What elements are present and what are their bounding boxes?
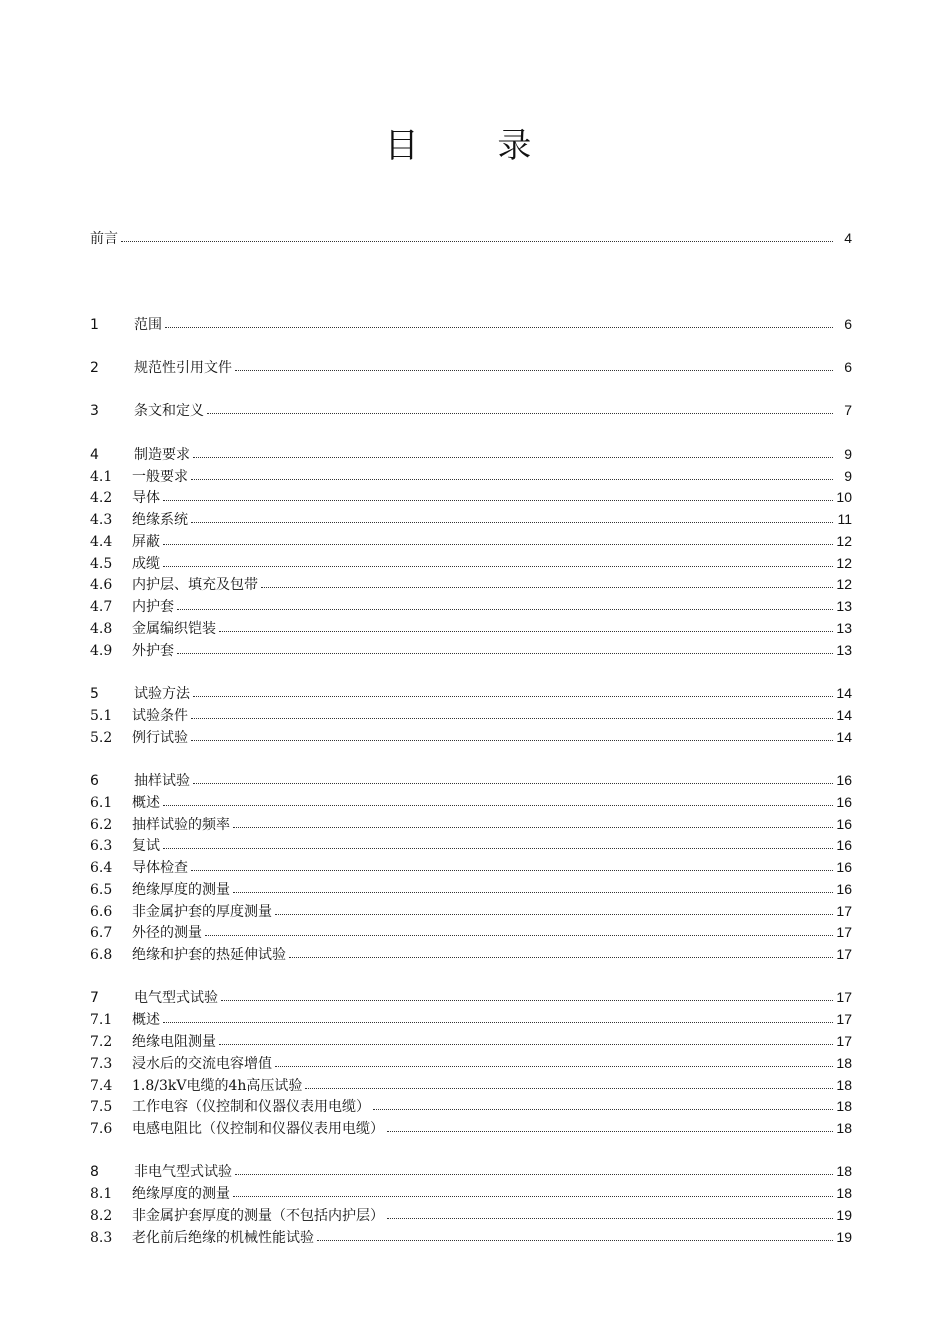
toc-entry-number: 7.2	[90, 1034, 113, 1050]
toc-entry[interactable]	[90, 770, 852, 790]
toc-entry-number: 6.2	[90, 817, 113, 833]
toc-entry-page-number: 16	[836, 837, 852, 853]
toc-entry-page-number: 7	[844, 402, 852, 418]
toc-entry-label: 外径的测量	[132, 925, 202, 941]
toc-entry-page-number: 18	[836, 1055, 852, 1071]
toc-entry[interactable]	[90, 596, 852, 616]
dot-leader	[121, 232, 833, 242]
toc-entry-number: 7.5	[90, 1099, 113, 1115]
toc-entry-number: 4.9	[90, 643, 113, 659]
toc-entry[interactable]	[90, 1096, 852, 1116]
toc-entry-number: 6.5	[90, 882, 113, 898]
toc-entry[interactable]	[90, 487, 852, 507]
toc-entry[interactable]	[90, 705, 852, 725]
toc-entry-page-number: 17	[836, 924, 852, 940]
toc-entry-page-number: 18	[836, 1163, 852, 1179]
toc-entry[interactable]	[90, 466, 852, 486]
toc-entry[interactable]	[90, 1161, 852, 1181]
toc-entry-number: 3	[90, 403, 99, 419]
dot-leader	[191, 861, 833, 871]
toc-entry[interactable]	[90, 574, 852, 594]
toc-entry-number: 4.7	[90, 599, 113, 615]
toc-entry[interactable]	[90, 814, 852, 834]
toc-entry[interactable]	[90, 879, 852, 899]
dot-leader	[205, 926, 833, 936]
toc-entry[interactable]	[90, 835, 852, 855]
toc-entry-number: 6.3	[90, 838, 113, 854]
toc-entry[interactable]	[90, 792, 852, 812]
toc-entry[interactable]	[90, 683, 852, 703]
toc-entry[interactable]	[90, 531, 852, 551]
dot-leader	[191, 731, 833, 741]
toc-entry-label: 概述	[132, 1012, 160, 1028]
toc-entry[interactable]	[90, 857, 852, 877]
dot-leader	[233, 883, 833, 893]
dot-leader	[317, 1231, 833, 1241]
page-title: 目 录	[384, 126, 566, 166]
toc-entry-page-number: 19	[836, 1229, 852, 1245]
toc-entry-page-number: 12	[836, 533, 852, 549]
toc-entry[interactable]	[90, 987, 852, 1007]
toc-entry-number: 7.4	[90, 1078, 113, 1094]
toc-entry-number: 6.7	[90, 925, 113, 941]
dot-leader	[193, 687, 833, 697]
toc-entry[interactable]	[90, 1009, 852, 1029]
toc-entry-label: 外护套	[132, 643, 174, 659]
toc-entry-label: 内护套	[132, 599, 174, 615]
toc-entry-number: 8.1	[90, 1186, 113, 1202]
toc-entry-label: 试验方法	[134, 686, 190, 702]
toc-entry-label: 绝缘系统	[132, 512, 188, 528]
toc-entry-label: 电感电阻比（仪控制和仪器仪表用电缆）	[132, 1121, 384, 1137]
toc-entry-page-number: 6	[844, 316, 852, 332]
toc-entry-page-number: 16	[836, 794, 852, 810]
toc-entry-page-number: 16	[836, 881, 852, 897]
toc-entry-label: 前言	[90, 231, 118, 247]
toc-entry-label: 试验条件	[132, 708, 188, 724]
toc-entry-number: 5.2	[90, 730, 113, 746]
dot-leader	[387, 1209, 833, 1219]
toc-entry-page-number: 16	[836, 772, 852, 788]
dot-leader	[275, 905, 833, 915]
toc-entry-label: 绝缘和护套的热延伸试验	[132, 947, 286, 963]
dot-leader	[191, 470, 833, 480]
toc-entry-number: 4.2	[90, 490, 113, 506]
toc-entry-page-number: 6	[844, 359, 852, 375]
toc-entry-label: 绝缘电阻测量	[132, 1034, 216, 1050]
toc-entry-page-number: 18	[836, 1098, 852, 1114]
toc-entry-label: 1.8/3kV电缆的4h高压试验	[132, 1078, 303, 1094]
toc-entry-label: 金属编织铠装	[132, 621, 216, 637]
toc-entry[interactable]	[90, 444, 852, 464]
dot-leader	[177, 644, 833, 654]
toc-entry-number: 4	[90, 447, 99, 463]
toc-entry-page-number: 17	[836, 1011, 852, 1027]
dot-leader	[163, 557, 833, 567]
toc-entry-number: 4.5	[90, 556, 113, 572]
toc-entry-page-number: 17	[836, 946, 852, 962]
toc-entry-page-number: 14	[836, 685, 852, 701]
toc-entry-page-number: 18	[836, 1185, 852, 1201]
dot-leader	[177, 600, 833, 610]
toc-entry-label: 老化前后绝缘的机械性能试验	[132, 1230, 314, 1246]
toc-entry-label: 导体检查	[132, 860, 188, 876]
toc-entry-number: 2	[90, 360, 99, 376]
dot-leader	[163, 796, 833, 806]
toc-entry-number: 4.8	[90, 621, 113, 637]
toc-entry-label: 复试	[132, 838, 160, 854]
toc-entry[interactable]	[90, 1053, 852, 1073]
dot-leader	[219, 1035, 833, 1045]
toc-entry-number: 4.1	[90, 469, 113, 485]
toc-entry-label: 绝缘厚度的测量	[132, 1186, 230, 1202]
toc-entry[interactable]	[90, 1075, 852, 1095]
dot-leader	[163, 839, 833, 849]
toc-entry-page-number: 9	[844, 446, 852, 462]
toc-entry-page-number: 16	[836, 816, 852, 832]
toc-entry[interactable]	[90, 727, 852, 747]
toc-entry[interactable]	[90, 1205, 852, 1225]
toc-entry-page-number: 14	[836, 729, 852, 745]
toc-entry-label: 制造要求	[134, 447, 190, 463]
toc-entry-label: 非电气型式试验	[134, 1164, 232, 1180]
toc-entry[interactable]	[90, 228, 852, 248]
toc-entry-page-number: 17	[836, 903, 852, 919]
dot-leader	[387, 1122, 833, 1132]
dot-leader	[275, 1057, 833, 1067]
dot-leader	[261, 578, 833, 588]
toc-entry-label: 工作电容（仪控制和仪器仪表用电缆）	[132, 1099, 370, 1115]
dot-leader	[289, 948, 833, 958]
toc-entry-page-number: 14	[836, 707, 852, 723]
toc-entry-number: 8	[90, 1164, 99, 1180]
toc-entry-label: 电气型式试验	[134, 990, 218, 1006]
toc-entry-label: 绝缘厚度的测量	[132, 882, 230, 898]
toc-entry-number: 7.3	[90, 1056, 113, 1072]
toc-entry[interactable]	[90, 553, 852, 573]
toc-entry-number: 5.1	[90, 708, 113, 724]
dot-leader	[235, 1165, 833, 1175]
dot-leader	[233, 1187, 833, 1197]
toc-entry-label: 概述	[132, 795, 160, 811]
toc-entry-page-number: 4	[844, 230, 852, 246]
toc-entry-page-number: 18	[836, 1077, 852, 1093]
toc-entry-page-number: 10	[836, 489, 852, 505]
toc-entry-label: 浸水后的交流电容增值	[132, 1056, 272, 1072]
toc-entry[interactable]	[90, 1183, 852, 1203]
toc-entry-label: 规范性引用文件	[134, 360, 232, 376]
toc-entry-page-number: 18	[836, 1120, 852, 1136]
toc-entry-page-number: 16	[836, 859, 852, 875]
toc-entry-label: 屏蔽	[132, 534, 160, 550]
toc-entry[interactable]	[90, 1227, 852, 1247]
toc-entry-number: 6.1	[90, 795, 113, 811]
toc-entry[interactable]	[90, 1118, 852, 1138]
toc-entry[interactable]	[90, 618, 852, 638]
toc-entry-number: 6.6	[90, 904, 113, 920]
dot-leader	[163, 1013, 833, 1023]
toc-entry-label: 例行试验	[132, 730, 188, 746]
toc-entry-page-number: 12	[836, 576, 852, 592]
toc-entry-page-number: 11	[837, 511, 852, 527]
toc-entry-page-number: 12	[836, 555, 852, 571]
toc-entry-page-number: 13	[836, 620, 852, 636]
dot-leader	[191, 709, 833, 719]
toc-entry-label: 一般要求	[132, 469, 188, 485]
dot-leader	[233, 818, 833, 828]
toc-entry-number: 8.3	[90, 1230, 113, 1246]
toc-entry-page-number: 19	[836, 1207, 852, 1223]
toc-entry-page-number: 17	[836, 989, 852, 1005]
dot-leader	[221, 991, 833, 1001]
toc-entry-label: 成缆	[132, 556, 160, 572]
toc-entry-number: 1	[90, 317, 99, 333]
toc-entry-number: 8.2	[90, 1208, 113, 1224]
toc-entry[interactable]	[90, 944, 852, 964]
dot-leader	[207, 404, 833, 414]
toc-entry-number: 4.6	[90, 577, 113, 593]
dot-leader	[235, 361, 833, 371]
toc-entry[interactable]	[90, 1031, 852, 1051]
toc-entry-number: 7.1	[90, 1012, 113, 1028]
toc-entry[interactable]	[90, 640, 852, 660]
toc-entry-page-number: 13	[836, 642, 852, 658]
dot-leader	[163, 491, 833, 501]
toc-entry-number: 4.4	[90, 534, 113, 550]
toc-entry-label: 抽样试验	[134, 773, 190, 789]
toc-entry[interactable]	[90, 314, 852, 334]
dot-leader	[193, 774, 833, 784]
dot-leader	[193, 448, 833, 458]
toc-entry-label: 范围	[134, 317, 162, 333]
toc-entry-label: 条文和定义	[134, 403, 204, 419]
dot-leader	[305, 1079, 833, 1089]
toc-entry[interactable]	[90, 357, 852, 377]
toc-entry[interactable]	[90, 400, 852, 420]
toc-entry-label: 非金属护套厚度的测量（不包括内护层）	[132, 1208, 384, 1224]
toc-entry-number: 6	[90, 773, 99, 789]
toc-entry-label: 抽样试验的频率	[132, 817, 230, 833]
toc-entry[interactable]	[90, 509, 852, 529]
dot-leader	[219, 622, 833, 632]
toc-entry-number: 7	[90, 990, 99, 1006]
toc-entry-number: 7.6	[90, 1121, 113, 1137]
toc-entry-number: 4.3	[90, 512, 113, 528]
dot-leader	[191, 513, 833, 523]
toc-entry-page-number: 17	[836, 1033, 852, 1049]
toc-entry-label: 导体	[132, 490, 160, 506]
dot-leader	[165, 318, 833, 328]
dot-leader	[373, 1100, 833, 1110]
toc-entry-label: 非金属护套的厚度测量	[132, 904, 272, 920]
toc-entry-number: 6.4	[90, 860, 113, 876]
toc-entry-page-number: 13	[836, 598, 852, 614]
dot-leader	[163, 535, 833, 545]
toc-entry-label: 内护层、填充及包带	[132, 577, 258, 593]
toc-entry-page-number: 9	[844, 468, 852, 484]
toc-entry[interactable]	[90, 901, 852, 921]
toc-entry-number: 5	[90, 686, 99, 702]
toc-entry[interactable]	[90, 922, 852, 942]
toc-entry-number: 6.8	[90, 947, 113, 963]
